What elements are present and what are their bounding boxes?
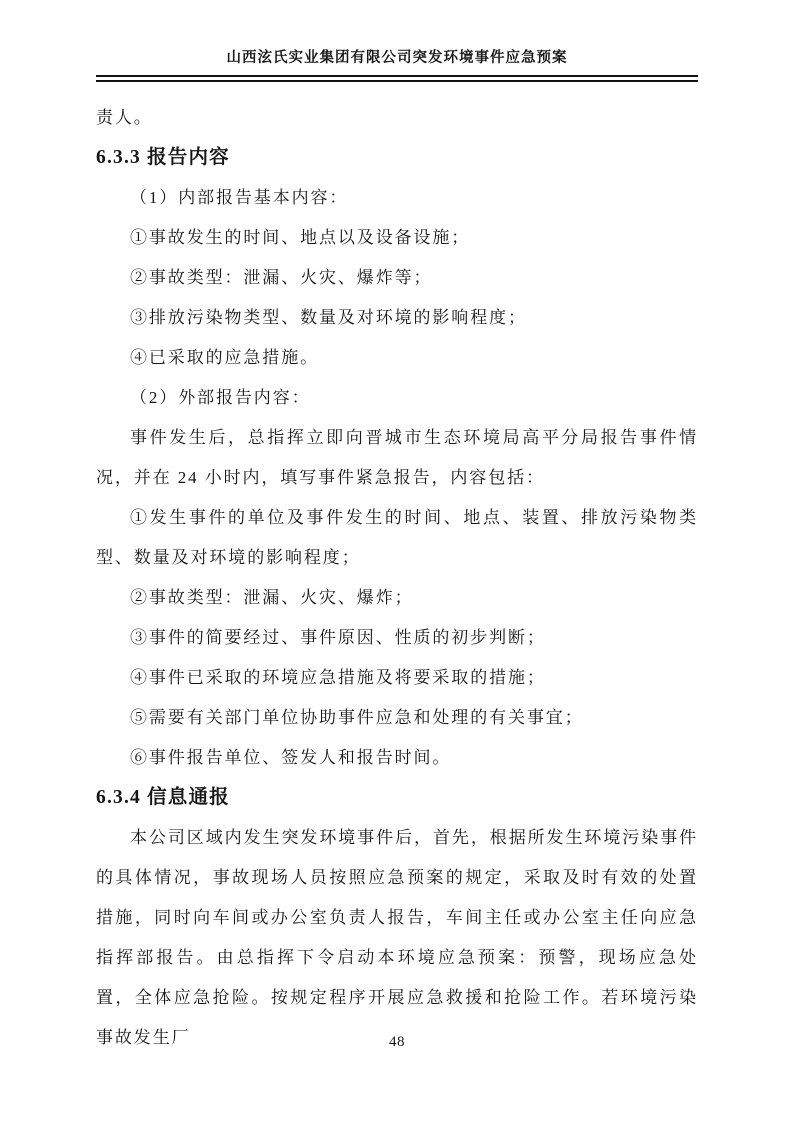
section-heading-6-3-4: 6.3.4 信息通报 [96,787,230,808]
paragraph: （2）外部报告内容： [130,388,311,407]
header-title: 山西泫氏实业集团有限公司突发环境事件应急预案 [226,50,568,66]
list-item: ④已采取的应急措施。 [130,348,319,367]
paragraph: 事件发生后，总指挥立即向晋城市生态环境局高平分局报告事件情况，并在 24 小时内，填写事件紧急报告，内容包括： [96,428,698,487]
list-item: ④事件已采取的环境应急措施及将要采取的措施； [130,668,546,687]
list-item: ③事件的简要经过、事件原因、性质的初步判断； [130,628,546,647]
list-item: ③排放污染物类型、数量及对环境的影响程度； [130,308,527,327]
list-item: ②事故类型：泄漏、火灾、爆炸； [130,588,414,607]
page-header [96,46,698,70]
paragraph-continuation: 责人。 [96,108,153,127]
list-item: ①事故发生的时间、地点以及设备设施； [130,228,471,247]
paragraph: （1）内部报告基本内容： [130,188,349,207]
page-number: 48 [389,1034,405,1050]
page-footer [0,1030,794,1054]
section-heading-6-3-3: 6.3.3 报告内容 [96,147,230,168]
document-body [96,98,698,1058]
paragraph: 本公司区域内发生突发环境事件后，首先，根据所发生环境污染事件的具体情况，事故现场人员按照应急预案的规定，采取及时有效的处置措施，同时向车间或办公室负责人报告，车间主任或办公室主任向应急指挥部报告。由总指挥下令启动本环境应急预案：预警，现场应急处置，全体应急抢险。按规定程序开展应急救援和抢险工作。若环境污染事故发生厂 [96,828,698,1047]
list-item: ②事故类型：泄漏、火灾、爆炸等； [130,268,433,287]
list-item: ①发生事件的单位及事件发生的时间、地点、装置、排放污染物类型、数量及对环境的影响程度； [96,508,698,567]
header-divider [96,75,698,82]
list-item: ⑤需要有关部门单位协助事件应急和处理的有关事宜； [130,708,584,727]
list-item: ⑥事件报告单位、签发人和报告时间。 [130,748,452,767]
